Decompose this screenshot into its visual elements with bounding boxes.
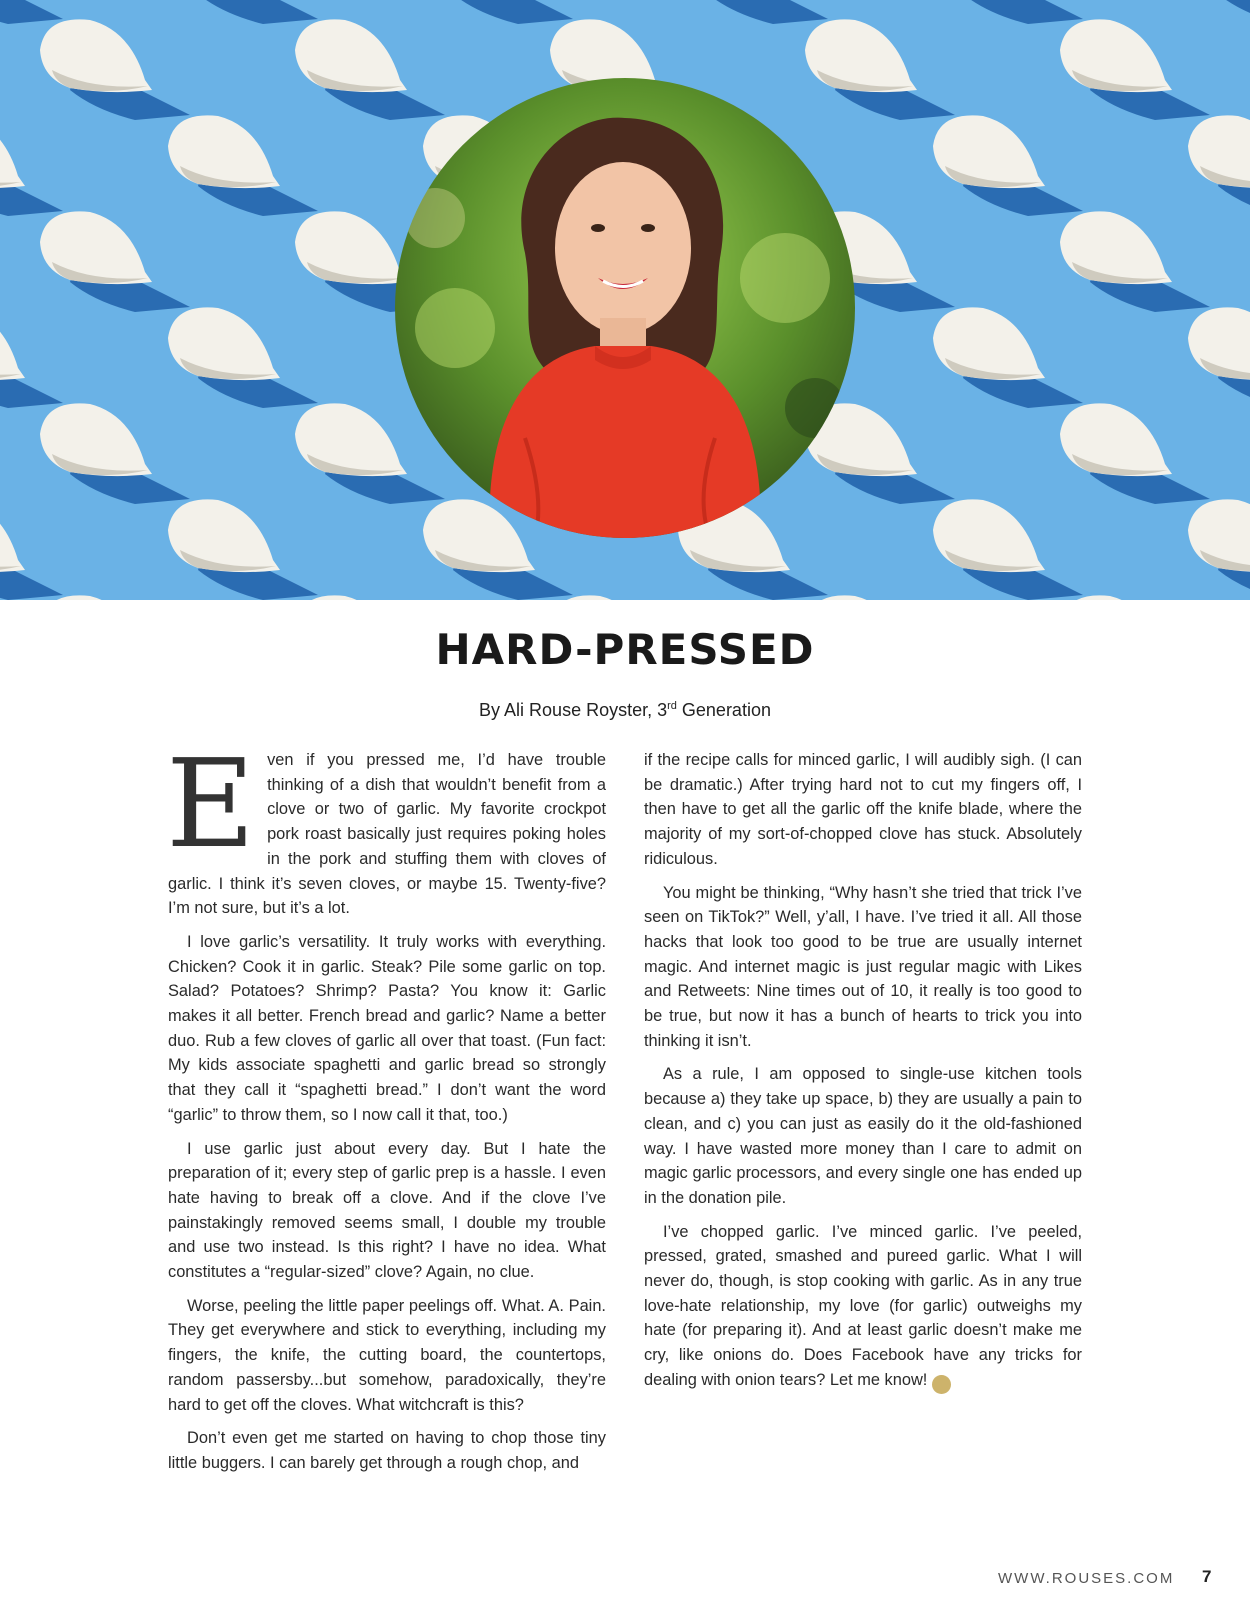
rouses-logo-icon: R [932,1375,951,1394]
paragraph: Worse, peeling the little paper peelings off. What. A. Pain. They get everywhere and stick to everything, including my fingers, the knife, the cutting board, the countertops, random passersby...but somehow, paradoxically, they’re hard to get off the cloves. What witchcraft is this? [168,1296,606,1414]
byline-suffix: Generation [676,700,771,720]
byline-prefix: By Ali Rouse Royster, 3 [479,700,668,720]
website-url[interactable]: WWW.ROUSES.COM [998,1570,1175,1587]
column-left [166,733,606,1485]
paragraph: Don’t even get me started on having to chop those tiny little buggers. I can barely get through a rough chop, and [168,1429,606,1472]
byline [0,700,1250,721]
paragraph: As a rule, I am opposed to single-use kitchen tools because a) they take up space, b) they are usually a pain to clean, and c) you can just as easily do it the old-fashioned way. I have wasted more money than I care to admit on magic garlic processors, and every single one has ended up in the donation pile. [644,1065,1082,1207]
hero-image [0,0,1250,600]
paragraph [166,733,606,921]
drop-cap: E [166,733,256,875]
paragraph: if the recipe calls for minced garlic, I will audibly sigh. (I can be dramatic.) After trying hard not to cut my fingers off, I then have to get all the garlic off the knife blade, where the majority of my sort-of-chopped clove has stuck. Absolutely ridiculous. [644,751,1082,868]
paragraph-text: ven if you pressed me, I’d have trouble thinking of a dish that wouldn’t benefit from a clove or two of garlic. My favorite crockpot pork roast basically just requires poking holes in the pork and stuffing them with cloves of garlic. I think it’s seven cloves, or maybe 15. Twenty-five? I’m not sure, but it’s a lot. [168,751,606,918]
paragraph: I love garlic’s versatility. It truly works with everything. Chicken? Cook it in garlic. Steak? Pile some garlic on top. Salad? Potatoes? Shrimp? Pasta? You know it: Garlic makes it all better. French bread and garlic? Name a better duo. Rub a few cloves of garlic all over that toast. (Fun fact: My kids associate spaghetti and garlic bread so strongly that they call it “spaghetti bread.” I don’t want the word “garlic” to throw them, so I now call it that, too.) [168,932,606,1124]
paragraph: I use garlic just about every day. But I hate the preparation of it; every step of garlic prep is a hassle. I even hate having to break off a clove. And if the clove I’ve painstakingly removed seems small, I double my trouble and use two instead. Is this right? I have no idea. What constitutes a “regular-sized” clove? Again, no clue. [168,1139,606,1282]
paragraph-text: I’ve chopped garlic. I’ve minced garlic. I’ve peeled, pressed, grated, smashed and pureed garlic. What I will never do, though, is stop cooking with garlic. As in any true love-hate relationship, my love (for garlic) outweighs my hate (for preparing it). And at least garlic doesn’t make me cry, like onions do. Does Facebook have any tricks for dealing with onion tears? Let me know! [644,1222,1082,1389]
byline-superscript: rd [667,700,677,712]
paragraph [644,1220,1082,1394]
portrait-photo [395,78,855,538]
page-number: 7 [1202,1567,1212,1586]
article-title: HARD-PRESSED [435,625,815,674]
paragraph: You might be thinking, “Why hasn’t she tried that trick I’ve seen on TikTok?” Well, y’all, I have. I’ve tried it all. All those hacks that look too good to be true are usually internet magic. And internet magic is just regular magic with Likes and Retweets: Nine times out of 10, it really is too good to be true, but now it has a bunch of hearts to trick you into thinking it isn’t. [644,883,1082,1050]
column-right [644,748,1082,1403]
